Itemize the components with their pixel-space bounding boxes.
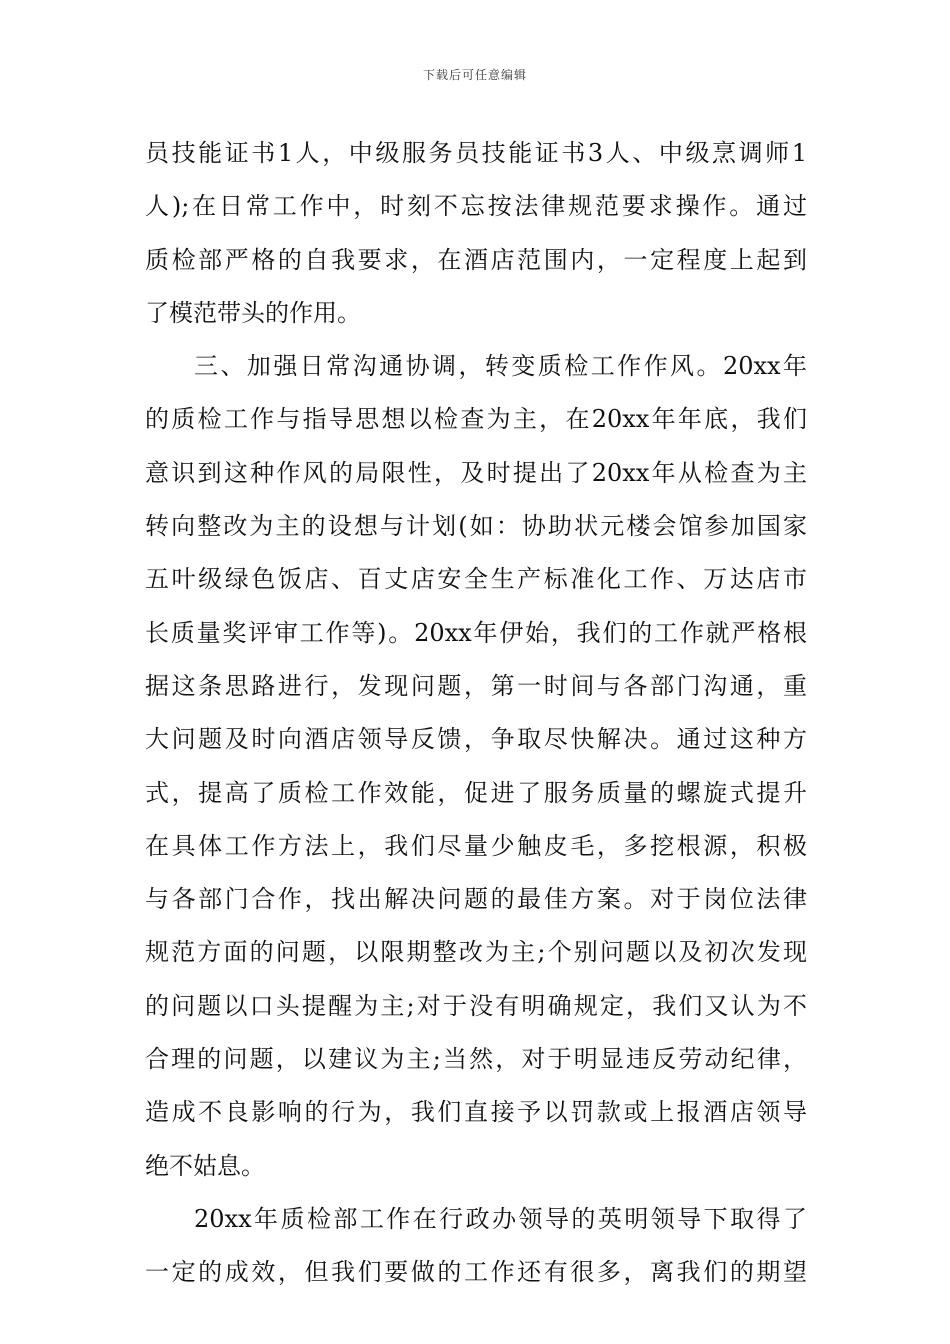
text-line: 意识到这种作风的局限性，及时提出了20xx年从检查为主 [145,458,807,487]
text-line: 转向整改为主的设想与计划(如：协助状元楼会馆参加国家 [145,512,807,541]
text-line: 一定的成效，但我们要做的工作还有很多，离我们的期望 [145,1258,807,1287]
text-line: 20xx年质检部工作在行政办领导的英明领导下取得了 [194,1204,807,1233]
text-line: 在具体工作方法上，我们尽量少触皮毛，多挖根源，积极 [145,831,807,860]
text-line: 绝不姑息。 [145,1151,265,1180]
text-line: 员技能证书1人，中级服务员技能证书3人、中级烹调师1 [145,139,807,167]
text-line: 的问题以口头提醒为主;对于没有明确规定，我们又认为不 [145,991,807,1020]
text-line: 的质检工作与指导思想以检查为主，在20xx年年底，我们 [145,405,807,434]
text-line: 据这条思路进行，发现问题，第一时间与各部门沟通，重 [145,671,807,700]
text-line: 五叶级绿色饭店、百丈店安全生产标准化工作、万达店市 [145,565,807,594]
text-line: 人);在日常工作中，时刻不忘按法律规范要求操作。通过 [145,192,807,221]
header-note: 下载后可任意编辑 [422,68,527,82]
text-line: 与各部门合作，找出解决问题的最佳方案。对于岗位法律 [145,885,807,914]
text-line: 质检部严格的自我要求，在酒店范围内，一定程度上起到 [145,245,807,274]
text-line: 大问题及时向酒店领导反馈，争取尽快解决。通过这种方 [145,725,807,754]
text-line: 合理的问题，以建议为主;当然，对于明显违反劳动纪律， [145,1045,807,1074]
text-line: 造成不良影响的行为，我们直接予以罚款或上报酒店领导 [145,1098,807,1127]
text-line: 了模范带头的作用。 [145,298,361,327]
text-line: 式，提高了质检工作效能，促进了服务质量的螺旋式提升 [145,778,807,807]
text-line: 长质量奖评审工作等)。20xx年伊始，我们的工作就严格根 [145,618,807,647]
text-line: 规范方面的问题，以限期整改为主;个别问题以及初次发现 [145,938,807,967]
document-body [145,127,807,1300]
text-line: 三、加强日常沟通协调，转变质检工作作风。20xx年 [194,352,807,381]
